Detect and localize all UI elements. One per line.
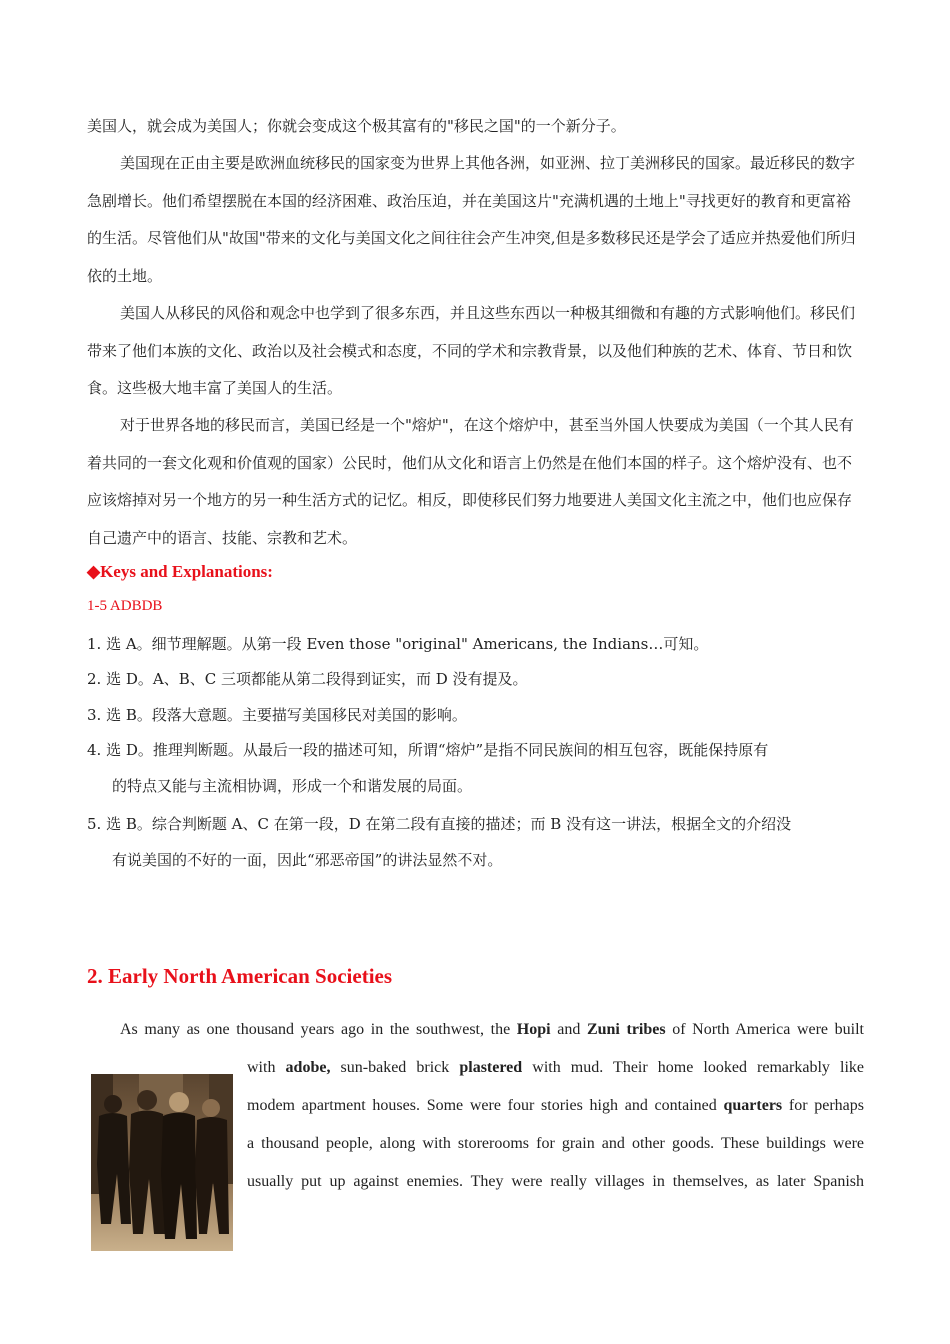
paragraph-1: 美国人，就会成为美国人；你就会变成这个极其富有的"移民之国"的一个新分子。 [87, 117, 626, 135]
band-photo [91, 1074, 233, 1251]
keys-heading: ◆Keys and Explanations: [87, 562, 273, 581]
english-line-3: modem apartment houses. Some were four stories high and contained quarters for perhaps [247, 1097, 865, 1114]
explanation-3: 3. 选 B。段落大意题。主要描写美国移民对美国的影响。 [87, 706, 467, 724]
explanation-5: 5. 选 B。综合判断题 A、C 在第一段，D 在第二段有直接的描述；而 B 没有这一讲法，根据全文的介绍没 有说美国的不好的一面，因此“邪恶帝国”的讲法显然不对。 [87, 815, 792, 869]
explanation-2: 2. 选 D。A、B、C 三项都能从第二段得到证实，而 D 没有提及。 [87, 670, 528, 688]
english-line-2: with adobe, sun-baked brick plastered with mud. Their home looked remarkably like [247, 1059, 864, 1076]
band-photo-image [91, 1074, 233, 1251]
section-title: 2. Early North American Societies [87, 964, 393, 988]
paragraph-2: 美国现在正由主要是欧洲血统移民的国家变为世界上其他各洲，如亚洲、拉丁美洲移民的国家。最近移民的数字急剧增长。他们希望摆脱在本国的经济困难、政治压迫，并在美国这片"充满机遇的土地上"寻找更好的教育和更富裕的生活。尽管他们从"故国"带来的文化与美国文化之间往往会产生冲突,但是多数移民还是学会了适应并热爱他们所归依的土地。 [87, 154, 856, 285]
answer-key: 1-5 ADBDB [87, 598, 163, 614]
paragraph-3: 美国人从移民的风俗和观念中也学到了很多东西，并且这些东西以一种极其细微和有趣的方式影响他们。移民们带来了他们本族的文化、政治以及社会模式和态度，不同的学术和宗教背景，以及他们种族的艺术、体育、节日和饮食。这些极大地丰富了美国人的生活。 [87, 304, 856, 397]
explanation-1: 1. 选 A。细节理解题。从第一段 Even those "original" Americans, the Indians…可知。 [87, 635, 709, 653]
english-line-4: a thousand people, along with storerooms for grain and other goods. These buildings were [247, 1135, 864, 1152]
english-line-5: usually put up against enemies. They were really villages in themselves, as later Spanish [247, 1173, 864, 1190]
explanation-4: 4. 选 D。推理判断题。从最后一段的描述可知，所谓“熔炉”是指不同民族间的相互包容，既能保持原有 的特点又能与主流相协调，形成一个和谐发展的局面。 [87, 741, 769, 795]
english-line-1: As many as one thousand years ago in the southwest, the Hopi and Zuni tribes of North America were built [120, 1021, 864, 1038]
paragraph-4: 对于世界各地的移民而言，美国已经是一个"熔炉"，在这个熔炉中，甚至当外国人快要成为美国（一个其人民有着共同的一套文化观和价值观的国家）公民时，他们从文化和语言上仍然是在他们本国的样子。这个熔炉没有、也不应该熔掉对另一个地方的另一种生活方式的记忆。相反，即使移民们努力地要进人美国文化主流之中，他们也应保存自己遗产中的语言、技能、宗教和艺术。 [87, 416, 854, 547]
